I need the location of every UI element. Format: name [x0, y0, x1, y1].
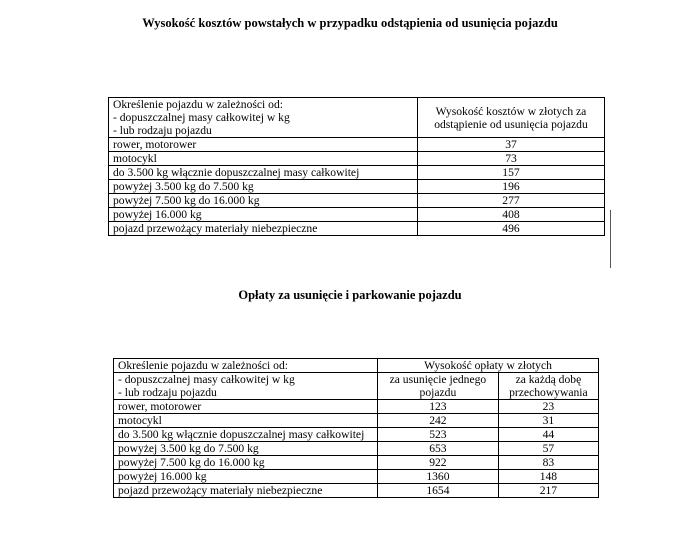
removal-parking-fee-table — [113, 358, 599, 498]
header-line: Określenie pojazdu w zależności od: — [113, 98, 283, 111]
row-label: powyżej 16.000 kg — [109, 208, 418, 222]
removal-value: 1360 — [378, 470, 499, 484]
row-value: 37 — [418, 138, 605, 152]
removal-value: 653 — [378, 442, 499, 456]
row-label: powyżej 7.500 kg do 16.000 kg — [109, 194, 418, 208]
table-row — [114, 456, 599, 470]
row-label: rower, motorower — [109, 138, 418, 152]
removal-value: 1654 — [378, 484, 499, 498]
table-row — [114, 428, 599, 442]
header-line: przechowywania — [509, 386, 588, 399]
header-line: za każdą dobę — [515, 373, 582, 386]
table-row — [114, 470, 599, 484]
header-line: pojazdu — [419, 386, 457, 399]
table-row — [114, 414, 599, 428]
vehicle-definition-header — [109, 98, 418, 138]
header-line: - dopuszczalnej masy całkowitej w kg — [113, 111, 290, 124]
header-line: za usunięcie jednego — [389, 373, 487, 386]
row-value: 73 — [418, 152, 605, 166]
row-label: motocykl — [114, 414, 378, 428]
table-row — [109, 138, 605, 152]
row-label: motocykl — [109, 152, 418, 166]
row-label: powyżej 16.000 kg — [114, 470, 378, 484]
header-line: Wysokość kosztów w złotych za — [435, 104, 587, 118]
table-header-row — [109, 98, 605, 138]
storage-value: 31 — [498, 414, 598, 428]
header-line: - dopuszczalnej masy całkowitej w kg — [118, 373, 295, 386]
header-line: - lub rodzaju pojazdu — [118, 386, 217, 399]
scan-edge-line — [610, 210, 611, 268]
table-row — [114, 484, 599, 498]
vehicle-definition-header-line1: Określenie pojazdu w zależności od: — [114, 359, 378, 373]
row-label: powyżej 3.500 kg do 7.500 kg — [114, 442, 378, 456]
row-label: do 3.500 kg włącznie dopuszczalnej masy całkowitej — [109, 166, 418, 180]
row-value: 196 — [418, 180, 605, 194]
table-row — [109, 166, 605, 180]
table-header-row — [114, 373, 599, 400]
section2-title: Opłaty za usunięcie i parkowanie pojazdu — [238, 288, 462, 302]
row-label: powyżej 7.500 kg do 16.000 kg — [114, 456, 378, 470]
storage-value: 148 — [498, 470, 598, 484]
row-value: 157 — [418, 166, 605, 180]
row-label: pojazd przewożący materiały niebezpieczne — [114, 484, 378, 498]
row-label: powyżej 3.500 kg do 7.500 kg — [109, 180, 418, 194]
section1-title: Wysokość kosztów powstałych w przypadku odstąpienia od usunięcia pojazdu — [142, 16, 558, 30]
removal-value: 242 — [378, 414, 499, 428]
storage-value: 83 — [498, 456, 598, 470]
table-row — [109, 222, 605, 236]
table-row — [114, 400, 599, 414]
cost-header — [418, 98, 605, 138]
storage-fee-header — [498, 373, 598, 400]
storage-value: 44 — [498, 428, 598, 442]
removal-waiver-cost-table — [108, 97, 605, 236]
table-row — [109, 152, 605, 166]
table-row — [114, 442, 599, 456]
header-line: - lub rodzaju pojazdu — [113, 124, 212, 137]
removal-value: 523 — [378, 428, 499, 442]
table-row — [109, 194, 605, 208]
table-row — [109, 208, 605, 222]
row-label: do 3.500 kg włącznie dopuszczalnej masy całkowitej — [114, 428, 378, 442]
vehicle-definition-header-lines — [114, 373, 378, 400]
header-line: odstąpienie od usunięcia pojazdu — [434, 117, 588, 131]
table-row — [109, 180, 605, 194]
row-value: 496 — [418, 222, 605, 236]
row-label: rower, motorower — [114, 400, 378, 414]
storage-value: 57 — [498, 442, 598, 456]
storage-value: 23 — [498, 400, 598, 414]
storage-value: 217 — [498, 484, 598, 498]
table-header-row — [114, 359, 599, 373]
row-value: 277 — [418, 194, 605, 208]
row-value: 408 — [418, 208, 605, 222]
fee-group-header: Wysokość opłaty w złotych — [378, 359, 599, 373]
removal-value: 123 — [378, 400, 499, 414]
removal-value: 922 — [378, 456, 499, 470]
removal-fee-header — [378, 373, 499, 400]
row-label: pojazd przewożący materiały niebezpieczne — [109, 222, 418, 236]
